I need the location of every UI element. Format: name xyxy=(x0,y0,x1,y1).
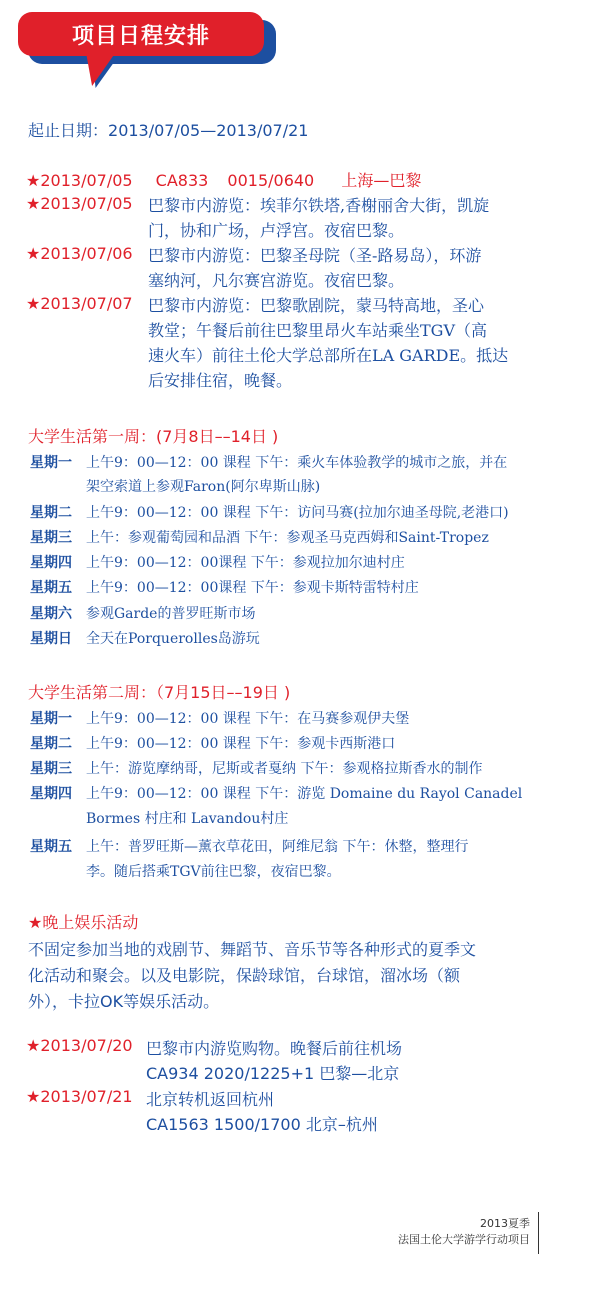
schedule-line: 上午：参观葡萄园和品酒 下午：参观圣马克西姆和Saint-Tropez xyxy=(86,530,489,546)
flight-out-route: 上海—巴黎 xyxy=(341,171,422,190)
trip-desc: 巴黎市内游览购物。晚餐后前往机场 xyxy=(146,1039,403,1058)
day-desc-line: 后安排住宿，晚餐。 xyxy=(148,371,293,390)
period-label: 起止日期： xyxy=(28,121,109,140)
badge xyxy=(18,12,264,56)
day-desc-line: 巴黎市内游览：巴黎歌剧院，蒙马特高地，圣心 xyxy=(148,296,485,315)
weekday-label: 星期日 xyxy=(30,631,72,647)
weekday-label: 星期四 xyxy=(30,786,72,802)
weekday-label: 星期六 xyxy=(30,606,72,622)
trip-date: ★2013/07/20 xyxy=(26,1036,133,1055)
star-icon: ★ xyxy=(26,1036,41,1055)
footer-season: 2013夏季 xyxy=(480,1217,530,1230)
star-icon: ★ xyxy=(26,244,41,263)
day-date: ★2013/07/07 xyxy=(26,294,133,313)
day-desc-line: 门，协和广场，卢浮宫。夜宿巴黎。 xyxy=(148,221,405,240)
schedule-line: Bormes 村庄和 Lavandou村庄 xyxy=(86,811,289,827)
schedule-line: 上午9：00—12：00 课程 下午：参观卡西斯港口 xyxy=(86,736,396,752)
star-icon: ★ xyxy=(26,294,41,313)
schedule-line: 参观Garde的普罗旺斯市场 xyxy=(86,606,256,622)
evening-line: 不固定参加当地的戏剧节、舞蹈节、音乐节等各种形式的夏季文 xyxy=(28,940,477,959)
page-title: 项目日程安排 xyxy=(71,23,210,49)
trip-flight: CA934 2020/1225+1 巴黎—北京 xyxy=(146,1064,400,1083)
weekday-label: 星期二 xyxy=(30,505,72,521)
schedule-line: 全天在Porquerolles岛游玩 xyxy=(86,631,260,647)
schedule-line: 上午：普罗旺斯—薰衣草花田，阿维尼翁 下午：休整，整理行 xyxy=(86,839,469,855)
day-desc-line: 巴黎市内游览：埃菲尔铁塔,香榭丽舍大街，凯旋 xyxy=(148,196,490,215)
footer-divider xyxy=(538,1212,539,1254)
schedule-line: 上午9：00—12：00 课程 下午：在马赛参观伊夫堡 xyxy=(86,711,410,727)
weekday-label: 星期一 xyxy=(30,711,72,727)
weekday-label: 星期四 xyxy=(30,555,72,571)
weekday-label: 星期五 xyxy=(30,580,72,596)
schedule-line: 上午：游览摩纳哥，尼斯或者戛纳 下午：参观格拉斯香水的制作 xyxy=(86,761,483,777)
star-icon: ★ xyxy=(26,171,41,190)
schedule-line: 李。随后搭乘TGV前往巴黎，夜宿巴黎。 xyxy=(86,864,341,880)
header-badge xyxy=(18,12,278,92)
flight-out-number: CA833 xyxy=(155,171,209,190)
week1-title: 大学生活第一周：(7月8日––14日 ) xyxy=(28,427,279,446)
schedule-line: 上午9：00—12：00 课程 下午：乘火车体验教学的城市之旅，并在 xyxy=(86,455,508,471)
flight-out-date: 2013/07/05 xyxy=(40,171,133,190)
day-date: ★2013/07/06 xyxy=(26,244,133,263)
weekday-label: 星期五 xyxy=(30,839,72,855)
schedule-line: 上午9：00—12：00 课程 下午：访问马赛(拉加尔迪圣母院,老港口) xyxy=(86,505,509,521)
day-desc-line: 教堂；午餐后前往巴黎里昂火车站乘坐TGV（高 xyxy=(148,321,488,340)
weekday-label: 星期一 xyxy=(30,455,72,471)
star-icon: ★ xyxy=(26,1087,41,1106)
weekday-label: 星期三 xyxy=(30,530,72,546)
day-desc-line: 速火车）前往土伦大学总部所在LA GARDE。抵达 xyxy=(148,346,509,365)
trip-flight: CA1563 1500/1700 北京–杭州 xyxy=(146,1115,378,1134)
weekday-label: 星期二 xyxy=(30,736,72,752)
footer-program: 法国土伦大学游学行动项目 xyxy=(398,1233,530,1246)
schedule-line: 架空索道上参观Faron(阿尔卑斯山脉) xyxy=(86,479,321,495)
day-date: ★2013/07/05 xyxy=(26,194,133,213)
schedule-line: 上午9：00—12：00课程 下午：参观卡斯特雷特村庄 xyxy=(86,580,419,596)
week2-title: 大学生活第二周：（7月15日––19日 ) xyxy=(28,683,291,702)
day-desc-line: 巴黎市内游览：巴黎圣母院（圣-路易岛），环游 xyxy=(148,246,482,265)
evening-title: ★晚上娱乐活动 xyxy=(28,913,139,932)
day-desc-line: 塞纳河，凡尔赛宫游览。夜宿巴黎。 xyxy=(148,271,405,290)
flight-out-line xyxy=(26,168,421,191)
period-value: 2013/07/05—2013/07/21 xyxy=(108,121,309,140)
schedule-line: 上午9：00—12：00课程 下午：参观拉加尔迪村庄 xyxy=(86,555,405,571)
trip-desc: 北京转机返回杭州 xyxy=(146,1090,275,1109)
schedule-line: 上午9：00—12：00 课程 下午：游览 Domaine du Rayol Canadel xyxy=(86,786,523,802)
period-line xyxy=(28,118,308,141)
star-icon: ★ xyxy=(26,194,41,213)
trip-date: ★2013/07/21 xyxy=(26,1087,133,1106)
evening-line: 外），卡拉OK等娱乐活动。 xyxy=(28,992,220,1011)
evening-line: 化活动和聚会。以及电影院，保龄球馆，台球馆，溜冰场（额 xyxy=(28,966,461,985)
weekday-label: 星期三 xyxy=(30,761,72,777)
flight-out-time: 0015/0640 xyxy=(227,171,315,190)
